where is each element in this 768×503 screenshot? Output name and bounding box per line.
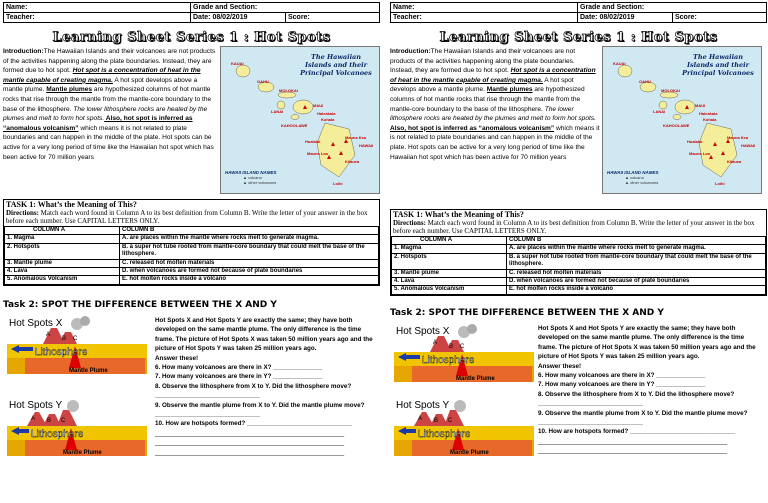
svg-text:B: B (47, 418, 52, 424)
map-label-molokai: MOLOKAI (279, 88, 298, 93)
header-table (390, 2, 767, 23)
date-field: Date: 08/02/2019 (578, 13, 673, 23)
map-title: The Hawaiian Islands and their Principal Volcanoes (682, 53, 754, 77)
task2-title: Task 2: SPOT THE DIFFERENCE BETWEEN THE X AND Y (390, 308, 664, 318)
map-label-mauna-kea: Mauna Kea (727, 135, 749, 140)
hawaii-map (220, 46, 380, 194)
answer-line[interactable]: ______________________________________________________ (538, 447, 728, 455)
question-9[interactable]: 9. Observe the mantle plume from X to Y. Did the mantle plume move? ______________________________ (538, 409, 748, 427)
task2-questions: Hot Spots X and Hot Spots Y are exactly the same; they have both developed on the same mantle plume. The only difference is the time frame. The picture of Hot Spots X was taken 50 million years ago and the picture of Hot Spots Y was taken 25 million years ago. Answer these! 6. How many volcanoes are there in X? ______________ 7. How many volcanoes are there in Y? ______________ 8. Observe the lithosphere from X to Y. Did the lithosphere move? ______________________________ 9. Observe the mantle plume from X to Y. Did the mantle plume move? ______________________________ 10. How are hotspots formed? ______________________________ ______________________________________________________ ______________________________________________________ (538, 324, 760, 456)
map-legend: ▲ volcano ▲ other volcanoes (243, 175, 277, 185)
map-label-oahu: OAHU (257, 79, 269, 84)
task1-directions: Directions: Match each word found in Column A to its best definition from Column B. Write the letter of your answer in the box before each number. Use CAPITAL LETTERS ONLY. (6, 209, 368, 225)
date-field: Date: 08/02/2019 (191, 13, 286, 23)
svg-text:A: A (433, 340, 438, 346)
task1-box (3, 199, 380, 286)
map-label-lanai: LANAI (271, 109, 284, 114)
map-label-hualalai: Hualalai (305, 139, 321, 144)
diagram-y-title: Hot Spots Y (396, 400, 450, 411)
score-field[interactable]: Score: (286, 13, 380, 23)
col-b-header: COLUMN B (507, 237, 766, 245)
map-label-hawaii: HAWAII (359, 143, 374, 148)
map-label-loihi: Loihi (715, 181, 725, 186)
map-label-kilauea: Kilauea (345, 159, 360, 164)
question-6[interactable]: 6. How many volcanoes are there in X? ______________ (155, 364, 323, 372)
question-10[interactable]: 10. How are hotspots formed? ______________________________ (538, 428, 736, 436)
table-row[interactable]: 2. Hotspots B. a super hot tube rooted from mantle-core boundary that could melt the base of the lithosphere. (392, 253, 766, 269)
map-label-maui: MAUI (695, 103, 706, 108)
introduction-text: Introduction:The Hawaiian Islands and their volcanoes are not products of the activities happening along the plate boundaries. Instead, they are formed due to hot spot. Hot spot is a concentration of heat in the mantle capable of creating magma. A hot spot develops above a mantle plume. Mantle plumes are hypothesized columns of hot mantle rocks that rise through the mantle from the mantle-core boundary to the base of the lithosphere. The lower lithosphere rocks are heated by the plumes and melt to form hot spots. Also, hot spot is inferred as “anomalous volcanism” which means it is not related to plate boundaries and can happen in the middle of the plate. Hot spots can be active for a very long period of time like the Hawaiian hot spot which has been active for 70 million years (3, 48, 216, 161)
answer-line[interactable]: ______________________________________________________ (155, 448, 345, 456)
hotspots-x-diagram (394, 324, 534, 382)
answer-line[interactable]: ______________________________________________________ (538, 437, 728, 445)
score-field[interactable]: Score: (673, 13, 767, 23)
task2-title: Task 2: SPOT THE DIFFERENCE BETWEEN THE X AND Y (3, 300, 277, 310)
map-label-oahu: OAHU (639, 79, 651, 84)
matching-table (4, 226, 379, 285)
lithosphere-label: Lithosphere (422, 355, 475, 366)
col-b-header: COLUMN B (120, 227, 379, 235)
table-row[interactable]: 4. Lava D. when volcanoes are formed not because of plate boundaries (392, 278, 766, 286)
map-label-kahoolawe: KAHOOLAWE (663, 123, 690, 128)
page-title: Learning Sheet Series 1 : Hot Spots (52, 30, 331, 45)
lithosphere-label: Lithosphere (31, 429, 84, 440)
map-title: The Hawaiian Islands and their Principal Volcanoes (300, 53, 372, 77)
mantle-plume-label: Mantle Plume (69, 368, 108, 374)
question-10[interactable]: 10. How are hotspots formed? ______________________________ (155, 420, 353, 428)
task2-questions: Hot Spots X and Hot Spots Y are exactly the same; they have both developed on the same mantle plume. The only difference is the time frame. The picture of Hot Spots X was taken 50 million years ago and the picture of Hot Spots Y was taken 25 million years ago. Answer these! 6. How many volcanoes are there in X? ______________ 7. How many volcanoes are there in Y? ______________ 8. Observe the lithosphere from X to Y. Did the lithosphere move? ______________________________ 9. Observe the mantle plume from X to Y. Did the mantle plume move? ______________________________ 10. How are hotspots formed? ______________________________ ______________________________________________________ ______________________________________________________ ______________________________________________________ (155, 316, 377, 457)
teacher-field[interactable]: Teacher: (391, 13, 578, 23)
map-label-kauai: KAUAI (231, 61, 244, 66)
map-label-lanai: LANAI (653, 109, 666, 114)
question-9[interactable]: 9. Observe the mantle plume from X to Y. Did the mantle plume move? ______________________________ (155, 401, 365, 419)
map-label-hualalai: Hualalai (687, 139, 703, 144)
map-label-mauna-loa: Mauna Loa (689, 151, 710, 156)
hotspots-y-diagram (394, 398, 534, 456)
question-7[interactable]: 7. How many volcanoes are there in Y? ______________ (155, 373, 323, 381)
map-label-kahoolawe: KAHOOLAWE (281, 123, 308, 128)
map-islands-label: HAWAII ISLAND NAMES (607, 170, 659, 175)
worksheet-left (3, 2, 380, 500)
table-row[interactable]: 5. Anomalous Volcanism E. hot molten rocks inside a volcano (5, 276, 379, 284)
map-islands-label: HAWAII ISLAND NAMES (225, 170, 277, 175)
teacher-field[interactable]: Teacher: (4, 13, 191, 23)
map-legend: ▲ volcano ▲ other volcanoes (625, 175, 659, 185)
page-title: Learning Sheet Series 1 : Hot Spots (439, 30, 718, 45)
map-label-mauna-kea: Mauna Kea (345, 135, 367, 140)
lithosphere-label: Lithosphere (35, 347, 88, 358)
map-label-kilauea: Kilauea (727, 159, 742, 164)
svg-text:C: C (460, 344, 465, 350)
map-label-kauai: KAUAI (613, 61, 626, 66)
mantle-plume-label: Mantle Plume (450, 450, 489, 456)
table-row[interactable]: 4. Lava D. when volcanoes are formed not because of plate boundaries (5, 268, 379, 276)
col-a-header: COLUMN A (5, 227, 120, 235)
map-label-kohala: Kohala (321, 117, 335, 122)
table-row[interactable]: 2. Hotspots B. a super hot tube rooted from mantle-core boundary that could melt the base of the lithosphere. (5, 243, 379, 259)
map-label-mauna-loa: Mauna Loa (307, 151, 328, 156)
table-row[interactable]: 1. Magma A. are places within the mantle where rocks melt to generate magma. (5, 235, 379, 243)
hotspots-x-diagram (7, 316, 147, 374)
lithosphere-label: Lithosphere (418, 429, 471, 440)
task1-title: TASK 1: What’s the Meaning of This? (6, 200, 137, 209)
table-row[interactable]: 3. Mantle plume C. released hot molten materials (5, 259, 379, 267)
answer-line[interactable]: ______________________________________________________ (155, 429, 345, 437)
diagram-x-title: Hot Spots X (396, 326, 450, 337)
table-row[interactable]: 1. Magma A. are places within the mantle where rocks melt to generate magma. (392, 245, 766, 253)
diagram-x-title: Hot Spots X (9, 318, 63, 329)
question-8[interactable]: 8. Observe the lithosphere from X to Y. Did the lithosphere move? ______________________________ (155, 382, 352, 400)
name-field[interactable]: Name: (4, 3, 191, 13)
worksheet-right (390, 2, 767, 500)
map-label-kohala: Kohala (703, 117, 717, 122)
mantle-plume-label: Mantle Plume (63, 450, 102, 456)
task1-directions: Directions: Match each word found in Column A to its best definition from Column B. Write the letter of your answer in the box before each number. Use CAPITAL LETTERS ONLY. (393, 219, 755, 235)
question-7[interactable]: 7. How many volcanoes are there in Y? ______________ (538, 381, 706, 389)
map-label-loihi: Loihi (333, 181, 343, 186)
header-table (3, 2, 380, 23)
svg-text:A: A (46, 332, 51, 338)
hotspots-y-diagram (7, 398, 147, 456)
col-a-header: COLUMN A (392, 237, 507, 245)
svg-text:A: A (418, 416, 423, 422)
hawaii-map (602, 46, 762, 194)
task1-title: TASK 1: What’s the Meaning of This? (393, 210, 524, 219)
svg-text:B: B (434, 418, 439, 424)
mantle-plume-label: Mantle Plume (456, 376, 495, 382)
question-8[interactable]: 8. Observe the lithosphere from X to Y. Did the lithosphere move? ______________________________ (538, 390, 735, 408)
svg-text:B: B (449, 344, 454, 350)
answer-line[interactable]: ______________________________________________________ (155, 439, 345, 447)
table-row[interactable]: 5. Anomalous Volcanism E. hot molten rocks inside a volcano (392, 286, 766, 294)
introduction-text: Introduction:The Hawaiian Islands and their volcanoes are not products of the activities happening along the plate boundaries. Instead, they are formed due to hot spot. Hot spot is a concentration of heat in the mantle capable of creating magma. A hot spot develops above a mantle plume. Mantle plumes are hypothesized columns of hot mantle rocks that rise through the mantle from the mantle-core boundary to the base of the lithosphere. The lower lithosphere rocks are heated by the plumes and melt to form hot spots. Also, hot spot is inferred as “anomalous volcanism” which means it is not related to plate boundaries and can happen in the middle of the plate. Hot spots can be active for a very long period of time like the Hawaiian hot spot which has been active for 70 million years (390, 48, 600, 161)
task1-box (390, 209, 767, 296)
map-label-hawaii: HAWAII (741, 143, 756, 148)
grade-field[interactable]: Grade and Section: (191, 3, 380, 13)
svg-text:C: C (73, 336, 78, 342)
question-6[interactable]: 6. How many volcanoes are there in X? ______________ (538, 372, 706, 380)
matching-table (391, 236, 766, 295)
name-field[interactable]: Name: (391, 3, 578, 13)
table-row[interactable]: 3. Mantle plume C. released hot molten materials (392, 269, 766, 277)
map-label-haleakala: Haleakala (317, 111, 336, 116)
grade-field[interactable]: Grade and Section: (578, 3, 767, 13)
svg-text:A: A (31, 416, 36, 422)
svg-text:C: C (61, 418, 66, 424)
map-label-maui: MAUI (313, 103, 324, 108)
svg-text:C: C (448, 418, 453, 424)
map-label-molokai: MOLOKAI (661, 88, 680, 93)
diagram-y-title: Hot Spots Y (9, 400, 63, 411)
map-label-haleakala: Haleakala (699, 111, 718, 116)
svg-text:B: B (62, 336, 67, 342)
